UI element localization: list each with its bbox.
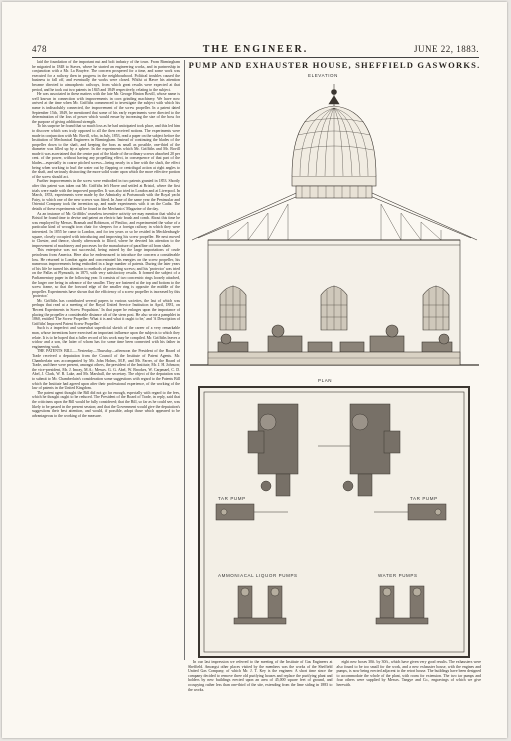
newspaper-page (2, 2, 507, 738)
paragraph: THE PATENTS BILL.—Yesterday—Thursday—afternoon the President of the Board of Trade received a deputation from the Council of the Institute of Patent Agents. Mr. Chamberlain was accompanied by Mr. John Holms, M.P., and Mr. Farrer, of the Board of Trade, and there were present, amongst others, the president of the Institute, Mr. J. H. Johnson; the vice-president, Mr. J. Imray, M.A.; Messrs. G. G. Abel, W. Brookes, W. Carpmael, C. D. Abel, J. Clark, W. R. Lake, and Mr. Marshall, the secretary. The object of the deputation was to submit to Mr. Chamberlain's consideration some suggestions with regard to the Patents Bill which the Institute had agreed upon after their professional experience, of the working of the law of patents in the United Kingdom. (32, 349, 180, 391)
paragraph: To his surprise he found that so much loss as he had anticipated took place, and this led him to discover which was truly opposed to all the then received notions. The experiments were made in conjunction with Mr. Bovill, who, in July, 1853, read a paper on the subject before the Institution of Mechanical Engineers in Birmingham. Instead of continuing the blades of the propeller down to the shaft, and keeping the boss as small as possible, one-third of the diameter was filled up by a sphere. In the experiments which Mr. Griffiths and Mr. Bovill made it was ascertained that the centre part of the blade of the ordinary screws absorbed 20 per cent. of the power, without having any propelling effect, in consequence of that part of the blades—especially in coarse pitched screws—being nearly in a line with the shaft, the effect being when working to hurl the water out by flapping or centrifugal action at right angles to the shaft, and seriously distracting the more solid water upon which the more effective portion of the screw should act. (32, 124, 180, 179)
figure-title: PUMP AND EXHAUSTER HOUSE, SHEFFIELD GASWORKS. (188, 60, 481, 70)
page-header (32, 44, 479, 58)
page-number: 478 (32, 44, 47, 54)
paragraph: eight new boxes 30ft. by 30ft., which have given very good results. The exhausters were also found to be too small for the work, and a new exhauster house, with the engines and pumps, is now being erected adjacent to the retort house. The buildings have been designed to accommodate the whole of the plant, with room for extension. The two tar pumps and four others were supplied by Messrs. Tangye and Co., engravings of which we give herewith. (336, 660, 481, 687)
journal-title: THE ENGINEER. (202, 44, 309, 55)
paragraph: As an instance of Mr. Griffiths' ceaseless inventive activity we may mention that whilst at Bristol he found time to devise and patent an electric hair brush and comb. About this time he was employed by Messrs. Bramah and Robinson, of Pimlico, and experimented the value of a particular kind of wrought iron chair for sleepers for a foreign railway in which they were interested. In 1855 he came to London, and for ten years or so he resided in Mecklenburgh-square, closely occupied with introducing and improving his screw propeller. He next moved to Chester, and thence, shortly afterwards to Ilford, where he devoted his attention to the improvement of machinery and processes for the manufacture of paraffine oil from shale. (32, 211, 180, 248)
paragraph: This enterprise was not successful, being ruined by the large importations of crude petroleum from America. Here also he endeavoured to introduce the concern a considerable loss. He returned to London again and concentrated his energies on the screw propeller, his numerous improvements being embodied in a large number of patents. During the later years of his life he turned his attention to methods of protecting screws; and his 'protector' was tried on the Pallas at Plymouth, in 1875, with very satisfactory results. It formed the subject of a Parliamentary paper in the following year. It consists of two concentric rings loosely attached, the larger one being in advance of the smaller. They are fastened at the top and bottom to the screw frame, so that the forward edge of the smaller ring is opposite the middle of the propeller. Experiments have shown that the efficiency of a screw propeller is increased by this 'protector.' (32, 248, 180, 299)
bottom-column-right (337, 660, 482, 692)
water-pumps-label: WATER PUMPS (378, 573, 418, 578)
plan-drawing (198, 386, 470, 658)
ammoniacal-pumps-label: AMMONIACAL LIQUOR PUMPS (218, 573, 298, 578)
paragraph: laid the foundation of the important nut and bolt industry of the town. From Birmingham he migrated in 1848 to Staves, where he started an engineering works, and in partnership in conjunction with a Mr. La Bruyère. The concern prospered for a time, and some work was executed for a railway then in progress in the neighbourhood. Political troubles caused the business to fall off, and eventually the works were closed. Whilst at Havre his attention became directed to atmospheric railways, from which great results were expected at that period, and he took out two patents in 1845 and 1849 respectively, relating to the subject. (32, 60, 180, 92)
paragraph: Mr. Griffiths has contributed several papers to various societies, the last of which was perhaps that read at a meeting of the Royal United Service Institution in April, 1881, on 'Recent Experiments in Screw Propulsion.' In that paper he enlarges upon the importance of placing the propeller a considerable distance aft of the stern post. He also wrote a pamphlet in 1860, entitled 'The Screw Propeller: What it is and what it ought to be,' and 'A Description of Griffiths' Improved Patent Screw Propeller.' (32, 298, 180, 326)
header-rule (32, 57, 479, 58)
tar-pump-right-label: TAR PUMP (410, 496, 438, 501)
paragraph: Further improvements in the screw were embodied in two patents granted in 1853. Shortly after this patent was taken out Mr. Griffiths left Havre and settled at Bristol, where the first trials were made with the improved propeller. It was also tried in London and at Liverpool. In March, 1853, experiments were made by the Admiralty at Portsmouth with the Royal yacht Fairy, to which one of the new screws was fitted. In June of the same year the Peninsular and Oriental Company took the invention up, and made experiments with it on the Cadiz. The details of these experiments will be found in the Mechanics' Magazine of the day. (32, 179, 180, 211)
paragraph: Such is a imperfect and somewhat superficial sketch of the career of a very remarkable man, whose inventions have exercised an important influence upon the subjects to which they relate. It is to be hoped that a fuller record of his work may be compiled. Mr. Griffiths leaves a widow and a son, the latter of whom has for some time been connected with his father in engineering work. (32, 326, 180, 349)
paragraph: In our last impression we referred to the meeting of the Institute of Gas Engineers at Sheffield. Amongst other places visited by the members was the works of the Sheffield United Gas Company, of which Mr. J. T. Key is the engineer. A short time since the company decided to remove three old purifying houses and replace the purifying plant and holders by new buildings erected upon an area of 45,000 square feet of ground, and occupying rather less than one-third of the site, extending from the lime siding in 1883 to the works. (188, 660, 333, 692)
elevation-drawing (188, 80, 481, 372)
paragraph: The patent agent thought the Bill did not go far enough, especially with regard to the fees, which he thought ought to be reduced. The President of the Board of Trade, in reply, said that the criticisms upon the Bill would be fully considered; that the Bill, so far as he could see, was likely to be passed in the present session; and that the Government would give the deputation's suggestions their best attention, and would, if possible, adopt those which appeared to be advantageous to the working of the measure. (32, 390, 180, 418)
paragraph: He was associated in these matters with the late Mr. George Hinton Bovill, whose name is well known in connection with improvements in corn grinding machinery. We have now arrived at the time when Mr. Griffiths commenced to investigate the subject with which his name is indissolubly connected, the improvement of the screw propeller. In a patent dated September 15th, 1849, he mentioned that some of his early experiments were directed to the determination of the loss of power which would ensue by increasing the size of the boss for the purpose of giving additional strength. (32, 92, 180, 124)
plan-label: PLAN (318, 378, 333, 383)
bottom-text (188, 660, 481, 692)
issue-date: JUNE 22, 1883. (414, 44, 479, 54)
column-divider (184, 60, 185, 660)
bottom-column-left (188, 660, 333, 692)
article-body (32, 60, 180, 418)
tar-pump-left-label: TAR PUMP (218, 496, 246, 501)
elevation-label: ELEVATION (308, 73, 338, 78)
left-text-column (32, 60, 180, 738)
